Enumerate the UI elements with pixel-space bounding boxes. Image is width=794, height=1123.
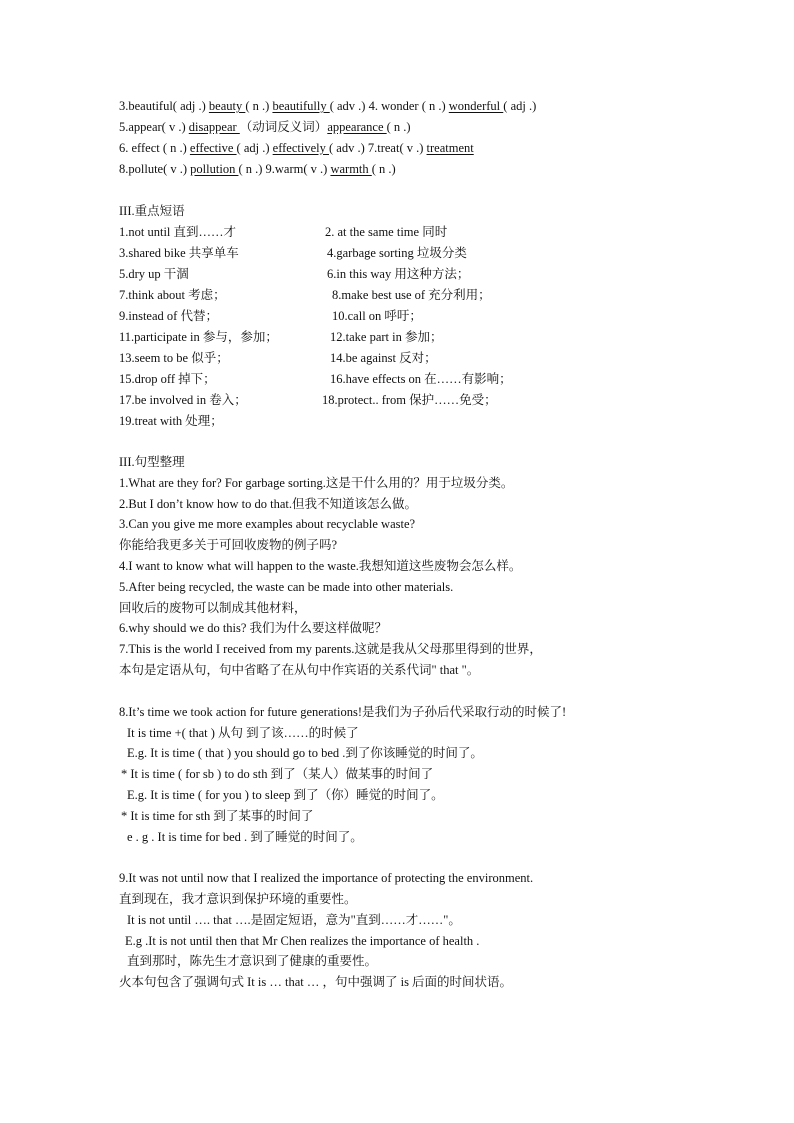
answer-blank: treatment	[426, 141, 474, 155]
text: 5.appear( v .)	[119, 120, 189, 134]
text: 8.pollute( v .)	[119, 162, 191, 176]
phrase-row	[119, 392, 247, 408]
sentence-8-pattern: * It is time for sth 到了某事的时间了	[121, 809, 314, 823]
sentence-9-example: E.g .It is not until then that Mr Chen realizes the importance of health .	[125, 934, 480, 948]
text: ( adj .)	[503, 99, 537, 113]
sentence-8-example: e . g . It is time for bed . 到了睡觉的时间了。	[127, 830, 363, 844]
sentence-3-translation: 你能给我更多关于可回收废物的例子吗?	[119, 538, 338, 552]
sentence-5-translation: 回收后的废物可以制成其他材料，	[119, 601, 307, 615]
answer-blank: pollution	[190, 162, 239, 176]
sentence-8-pattern: * It is time ( for sb ) to do sth 到了（某人）做某事的时间了	[121, 767, 434, 781]
phrase-right: 12.take part in 参加；	[330, 330, 443, 344]
phrase-left: 9.instead of 代替；	[119, 309, 218, 323]
phrase-row	[119, 308, 218, 324]
phrase-right: 4.garbage sorting 垃圾分类	[327, 246, 467, 260]
phrase-left: 13.seem to be 似乎；	[119, 351, 229, 365]
answer-blank: disappear	[188, 120, 240, 134]
sentence-2: 2.But I don’t know how to do that.但我不知道该怎么做。	[119, 497, 418, 511]
sentence-7: 7.This is the world I received from my parents.这就是我从父母那里得到的世界，	[119, 642, 542, 656]
sentence-8: 8.It’s time we took action for future generations!是我们为子孙后代采取行动的时候了!	[119, 705, 567, 719]
answer-blank: appearance	[327, 120, 387, 134]
sentence-9-translation: 直到现在，我才意识到保护环境的重要性。	[119, 892, 357, 906]
phrase-left: 7.think about 考虑；	[119, 288, 226, 302]
sentence-3: 3.Can you give me more examples about recyclable waste?	[119, 517, 416, 531]
answer-blank: effective	[189, 141, 237, 155]
sentence-8-example: E.g. It is time ( for you ) to sleep 到了（你）睡觉的时间了。	[127, 788, 444, 802]
answer-blank: warmth	[330, 162, 372, 176]
sentence-4: 4.I want to know what will happen to the waste.我想知道这些废物会怎么样。	[119, 559, 522, 573]
section-heading-phrases: III.重点短语	[119, 204, 185, 218]
phrase-right: 6.in this way 用这种方法；	[327, 267, 470, 281]
sentence-7-note: 本句是定语从句，句中省略了在从句中作宾语的关系代词" that "。	[119, 663, 480, 677]
text: 3.beautiful( adj .)	[119, 99, 209, 113]
phrase-row	[119, 245, 239, 261]
sentence-6: 6.why should we do this? 我们为什么要这样做呢？	[119, 621, 388, 635]
text: ( n .)	[371, 162, 396, 176]
text: ( adj .)	[236, 141, 273, 155]
text: ( adv .) 7.treat( v .)	[329, 141, 427, 155]
sentence-9: 9.It was not until now that I realized the importance of protecting the environment.	[119, 871, 534, 885]
sentence-5: 5.After being recycled, the waste can be made into other materials.	[119, 580, 454, 594]
phrase-left: 11.participate in 参与，参加；	[119, 330, 278, 344]
answer-blank: beautifully	[272, 99, 330, 113]
phrase-left: 3.shared bike 共享单车	[119, 246, 239, 260]
phrase-row	[119, 287, 226, 303]
phrase-left: 19.treat with 处理；	[119, 414, 223, 428]
phrase-left: 15.drop off 掉下；	[119, 372, 216, 386]
phrase-row	[119, 329, 278, 345]
answer-blank: effectively	[272, 141, 329, 155]
vocab-line-2	[119, 119, 411, 135]
phrase-right: 18.protect.. from 保护……免受；	[322, 393, 497, 407]
answer-blank: beauty	[208, 99, 246, 113]
section-heading-sentences: III.句型整理	[119, 455, 185, 469]
text: ( adv .) 4. wonder ( n .)	[329, 99, 449, 113]
phrase-right: 16.have effects on 在……有影响；	[330, 372, 512, 386]
phrase-right: 8.make best use of 充分利用；	[332, 288, 491, 302]
phrase-right: 14.be against 反对；	[330, 351, 437, 365]
phrase-row	[119, 266, 189, 282]
phrase-row	[119, 413, 223, 429]
text: 6. effect ( n .)	[119, 141, 190, 155]
phrase-left: 17.be involved in 卷入；	[119, 393, 247, 407]
text: ( n .)	[386, 120, 411, 134]
text: ( n .) 9.warm( v .)	[238, 162, 331, 176]
sentence-8-pattern: It is time +( that ) 从句 到了该……的时候了	[127, 726, 359, 740]
sentence-8-example: E.g. It is time ( that ) you should go to bed .到了你该睡觉的时间了。	[127, 746, 483, 760]
vocab-line-1	[119, 98, 536, 114]
sentence-9-example-translation: 直到那时，陈先生才意识到了健康的重要性。	[127, 954, 378, 968]
phrase-row	[119, 224, 236, 240]
phrase-row	[119, 350, 229, 366]
text: （动词反义词）	[239, 120, 328, 134]
sentence-9-emphasis-note: 火本句包含了强调句式 It is … that … ，句中强调了 is 后面的时间状语。	[119, 975, 513, 989]
phrase-right: 10.call on 呼吁；	[332, 309, 422, 323]
text: ( n .)	[245, 99, 273, 113]
vocab-line-4	[119, 161, 396, 177]
vocab-line-3	[119, 140, 474, 156]
phrase-left: 1.not until 直到……才	[119, 225, 237, 239]
answer-blank: wonderful	[448, 99, 504, 113]
phrase-right: 2. at the same time 同时	[325, 225, 448, 239]
phrase-row	[119, 371, 216, 387]
phrase-left: 5.dry up 干涸	[119, 267, 189, 281]
sentence-1: 1.What are they for? For garbage sorting.这是干什么用的？用于垃圾分类。	[119, 476, 514, 490]
sentence-9-note: It is not until …. that ….是固定短语，意为"直到……才……"。	[127, 913, 461, 927]
